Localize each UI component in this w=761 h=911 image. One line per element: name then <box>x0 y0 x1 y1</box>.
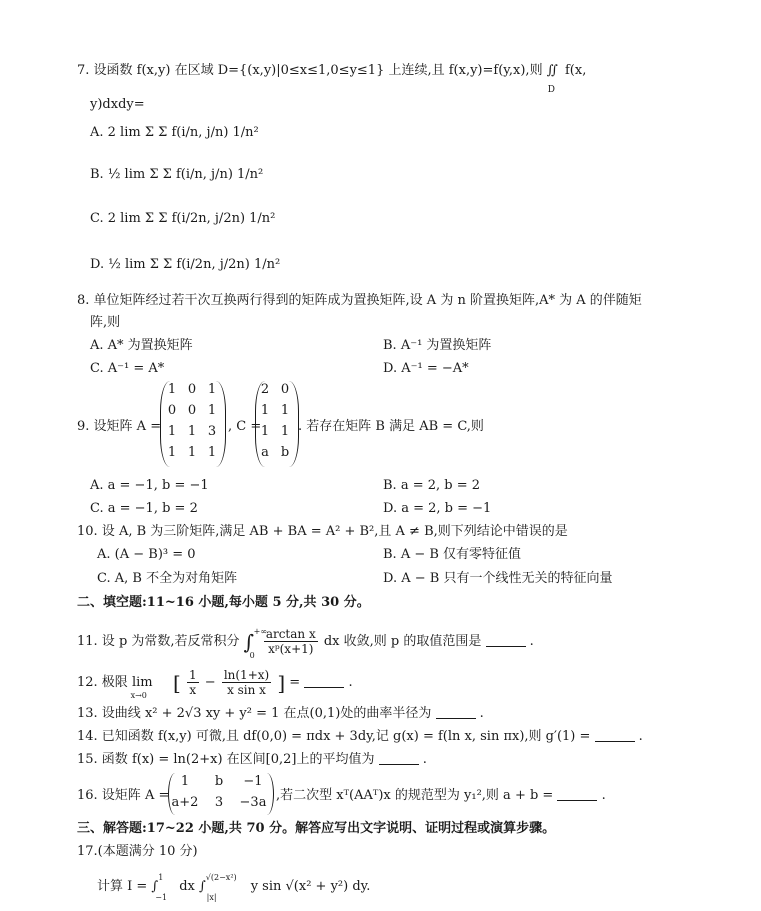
q9-mid: , C = <box>228 419 262 434</box>
q9-matrix-a-cell: 0 <box>187 382 197 397</box>
q9-matrix-c-cell: b <box>280 445 290 460</box>
q7-option-d: D. ½ lim Σ Σ f(i/2n, j/2n) 1/n² <box>90 257 281 272</box>
q7-stem-line1: 7. 设函数 f(x,y) 在区域 D={(x,y)|0≤x≤1,0≤y≤1} 上连续,且 f(x,y)=f(y,x),则 $∬_Df(x$, <box>77 63 587 95</box>
q12-answer-blank[interactable] <box>304 675 344 688</box>
q9-option-d: D. a = 2, b = −1 <box>383 501 492 516</box>
q9-matrix-a-cell: 0 <box>187 403 197 418</box>
q8-option-b: B. A⁻¹ 为置换矩阵 <box>383 338 492 353</box>
q9-prefix: 9. 设矩阵 A = <box>77 419 162 434</box>
q16-matrix-cell: −3a <box>239 795 267 810</box>
q9-matrix-c-cell: 1 <box>280 403 290 418</box>
q16-matrix-cell: 3 <box>214 795 224 810</box>
q13-line: 13. 设曲线 x² + 2√3 xy + y² = 1 在点(0,1)处的曲率半径为 . <box>77 706 484 721</box>
q9-matrix-a-cell: 1 <box>207 403 217 418</box>
q9-matrix-c-cell: 2 <box>260 382 270 397</box>
q13-answer-blank[interactable] <box>436 706 476 719</box>
q8-option-a: A. A* 为置换矩阵 <box>90 338 193 353</box>
q11-line: 11. 设 p 为常数,若反常积分 ∫ +∞ 0 $\frac{\text{arctan x}}{\text{xᵖ(x+1)}}$ dx 收敛,则 p 的取值范围是 . <box>77 627 534 660</box>
q9-matrix-a-cell: 3 <box>207 424 217 439</box>
q11-answer-blank[interactable] <box>486 634 526 647</box>
q9-matrix-c-cell: 1 <box>260 403 270 418</box>
q17-calc: 计算 I = ∫$^1_{-1}$ dx ∫$^{√(2-x^2)}_{|x|}$ y sin √(x² + y²) dy. <box>97 873 371 902</box>
q8-stem-line2: 阵,则 <box>90 315 121 330</box>
section-solve-heading: 三、解答题:17~22 小题,共 70 分。解答应写出文字说明、证明过程或演算步骤。 <box>77 821 556 836</box>
q14-line: 14. 已知函数 f(x,y) 可微,且 df(0,0) = πdx + 3dy,记 g(x) = f(ln x, sin πx),则 g′(1) = . <box>77 729 643 744</box>
q9-matrix-a-cell: 1 <box>187 445 197 460</box>
section-fill-in-heading: 二、填空题:11~16 小题,每小题 5 分,共 30 分。 <box>77 595 370 610</box>
q7-option-c: C. 2 lim Σ Σ f(i/2n, j/2n) 1/n² <box>90 211 276 226</box>
q16-matrix-cell: −1 <box>243 774 263 789</box>
q9-matrix-a-cell: 1 <box>167 424 177 439</box>
q14-answer-blank[interactable] <box>595 729 635 742</box>
q9-option-c: C. a = −1, b = 2 <box>90 501 198 516</box>
q10-stem: 10. 设 A, B 为三阶矩阵,满足 AB + BA = A² + B²,且 A ≠ B,则下列结论中错误的是 <box>77 524 568 539</box>
q9-matrix-a-cell: 1 <box>167 445 177 460</box>
q10-option-c: C. A, B 不全为对角矩阵 <box>97 571 238 586</box>
q9-matrix-c-cell: a <box>261 445 269 460</box>
q17-heading: 17.(本题满分 10 分) <box>77 844 198 859</box>
q7-stem-line2: y)dxdy= <box>90 97 145 112</box>
q16-matrix-cell: b <box>214 774 224 789</box>
q10-option-a: A. (A − B)³ = 0 <box>97 547 196 562</box>
q16-answer-blank[interactable] <box>557 788 597 801</box>
q9-matrix-c-cell: 0 <box>280 382 290 397</box>
q16-matrix-cell: 1 <box>180 774 190 789</box>
q7-option-a: A. 2 lim Σ Σ f(i/n, j/n) 1/n² <box>90 125 259 140</box>
q15-line: 15. 函数 f(x) = ln(2+x) 在区间[0,2]上的平均值为 . <box>77 752 427 767</box>
q9-matrix-a-cell: 1 <box>187 424 197 439</box>
q16-suffix: ,若二次型 xᵀ(AAᵀ)x 的规范型为 y₁²,则 a + b = . <box>276 788 606 803</box>
q9-matrix-a-cell: 0 <box>167 403 177 418</box>
q9-matrix-c-cell: 1 <box>280 424 290 439</box>
q9-matrix-a-cell: 1 <box>207 382 217 397</box>
q12-line: 12. 极限 $\lim_{x\to 0}$ [ $\frac{1}{x}$ − $\frac{\ln(1+x)}{\text{x sin x}}$ ] = . <box>77 668 353 700</box>
q11-fraction: $\frac{\text{arctan x}}{\text{xᵖ(x+1)}}$ <box>265 627 316 656</box>
q16-prefix: 16. 设矩阵 A = <box>77 788 170 803</box>
q9-matrix-c-cell: 1 <box>260 424 270 439</box>
q8-option-c: C. A⁻¹ = A* <box>90 361 165 376</box>
q9-option-b: B. a = 2, b = 2 <box>383 478 481 493</box>
q8-option-d: D. A⁻¹ = −A* <box>383 361 469 376</box>
q9-option-a: A. a = −1, b = −1 <box>90 478 209 493</box>
q9-matrix-a-cell: 1 <box>167 382 177 397</box>
q7-option-b: B. ½ lim Σ Σ f(i/n, j/n) 1/n² <box>90 167 264 182</box>
q9-suffix: . 若存在矩阵 B 满足 AB = C,则 <box>298 419 484 434</box>
q8-stem-line1: 8. 单位矩阵经过若干次互换两行得到的矩阵成为置换矩阵,设 A 为 n 阶置换矩阵,A* 为 A 的伴随矩 <box>77 293 642 308</box>
q10-option-b: B. A − B 仅有零特征值 <box>383 547 522 562</box>
q16-matrix-cell: a+2 <box>171 795 199 810</box>
q9-matrix-a-cell: 1 <box>207 445 217 460</box>
q15-answer-blank[interactable] <box>379 752 419 765</box>
integral-sign: ∫ +∞ 0 <box>243 627 268 660</box>
q10-option-d: D. A − B 只有一个线性无关的特征向量 <box>383 571 613 586</box>
